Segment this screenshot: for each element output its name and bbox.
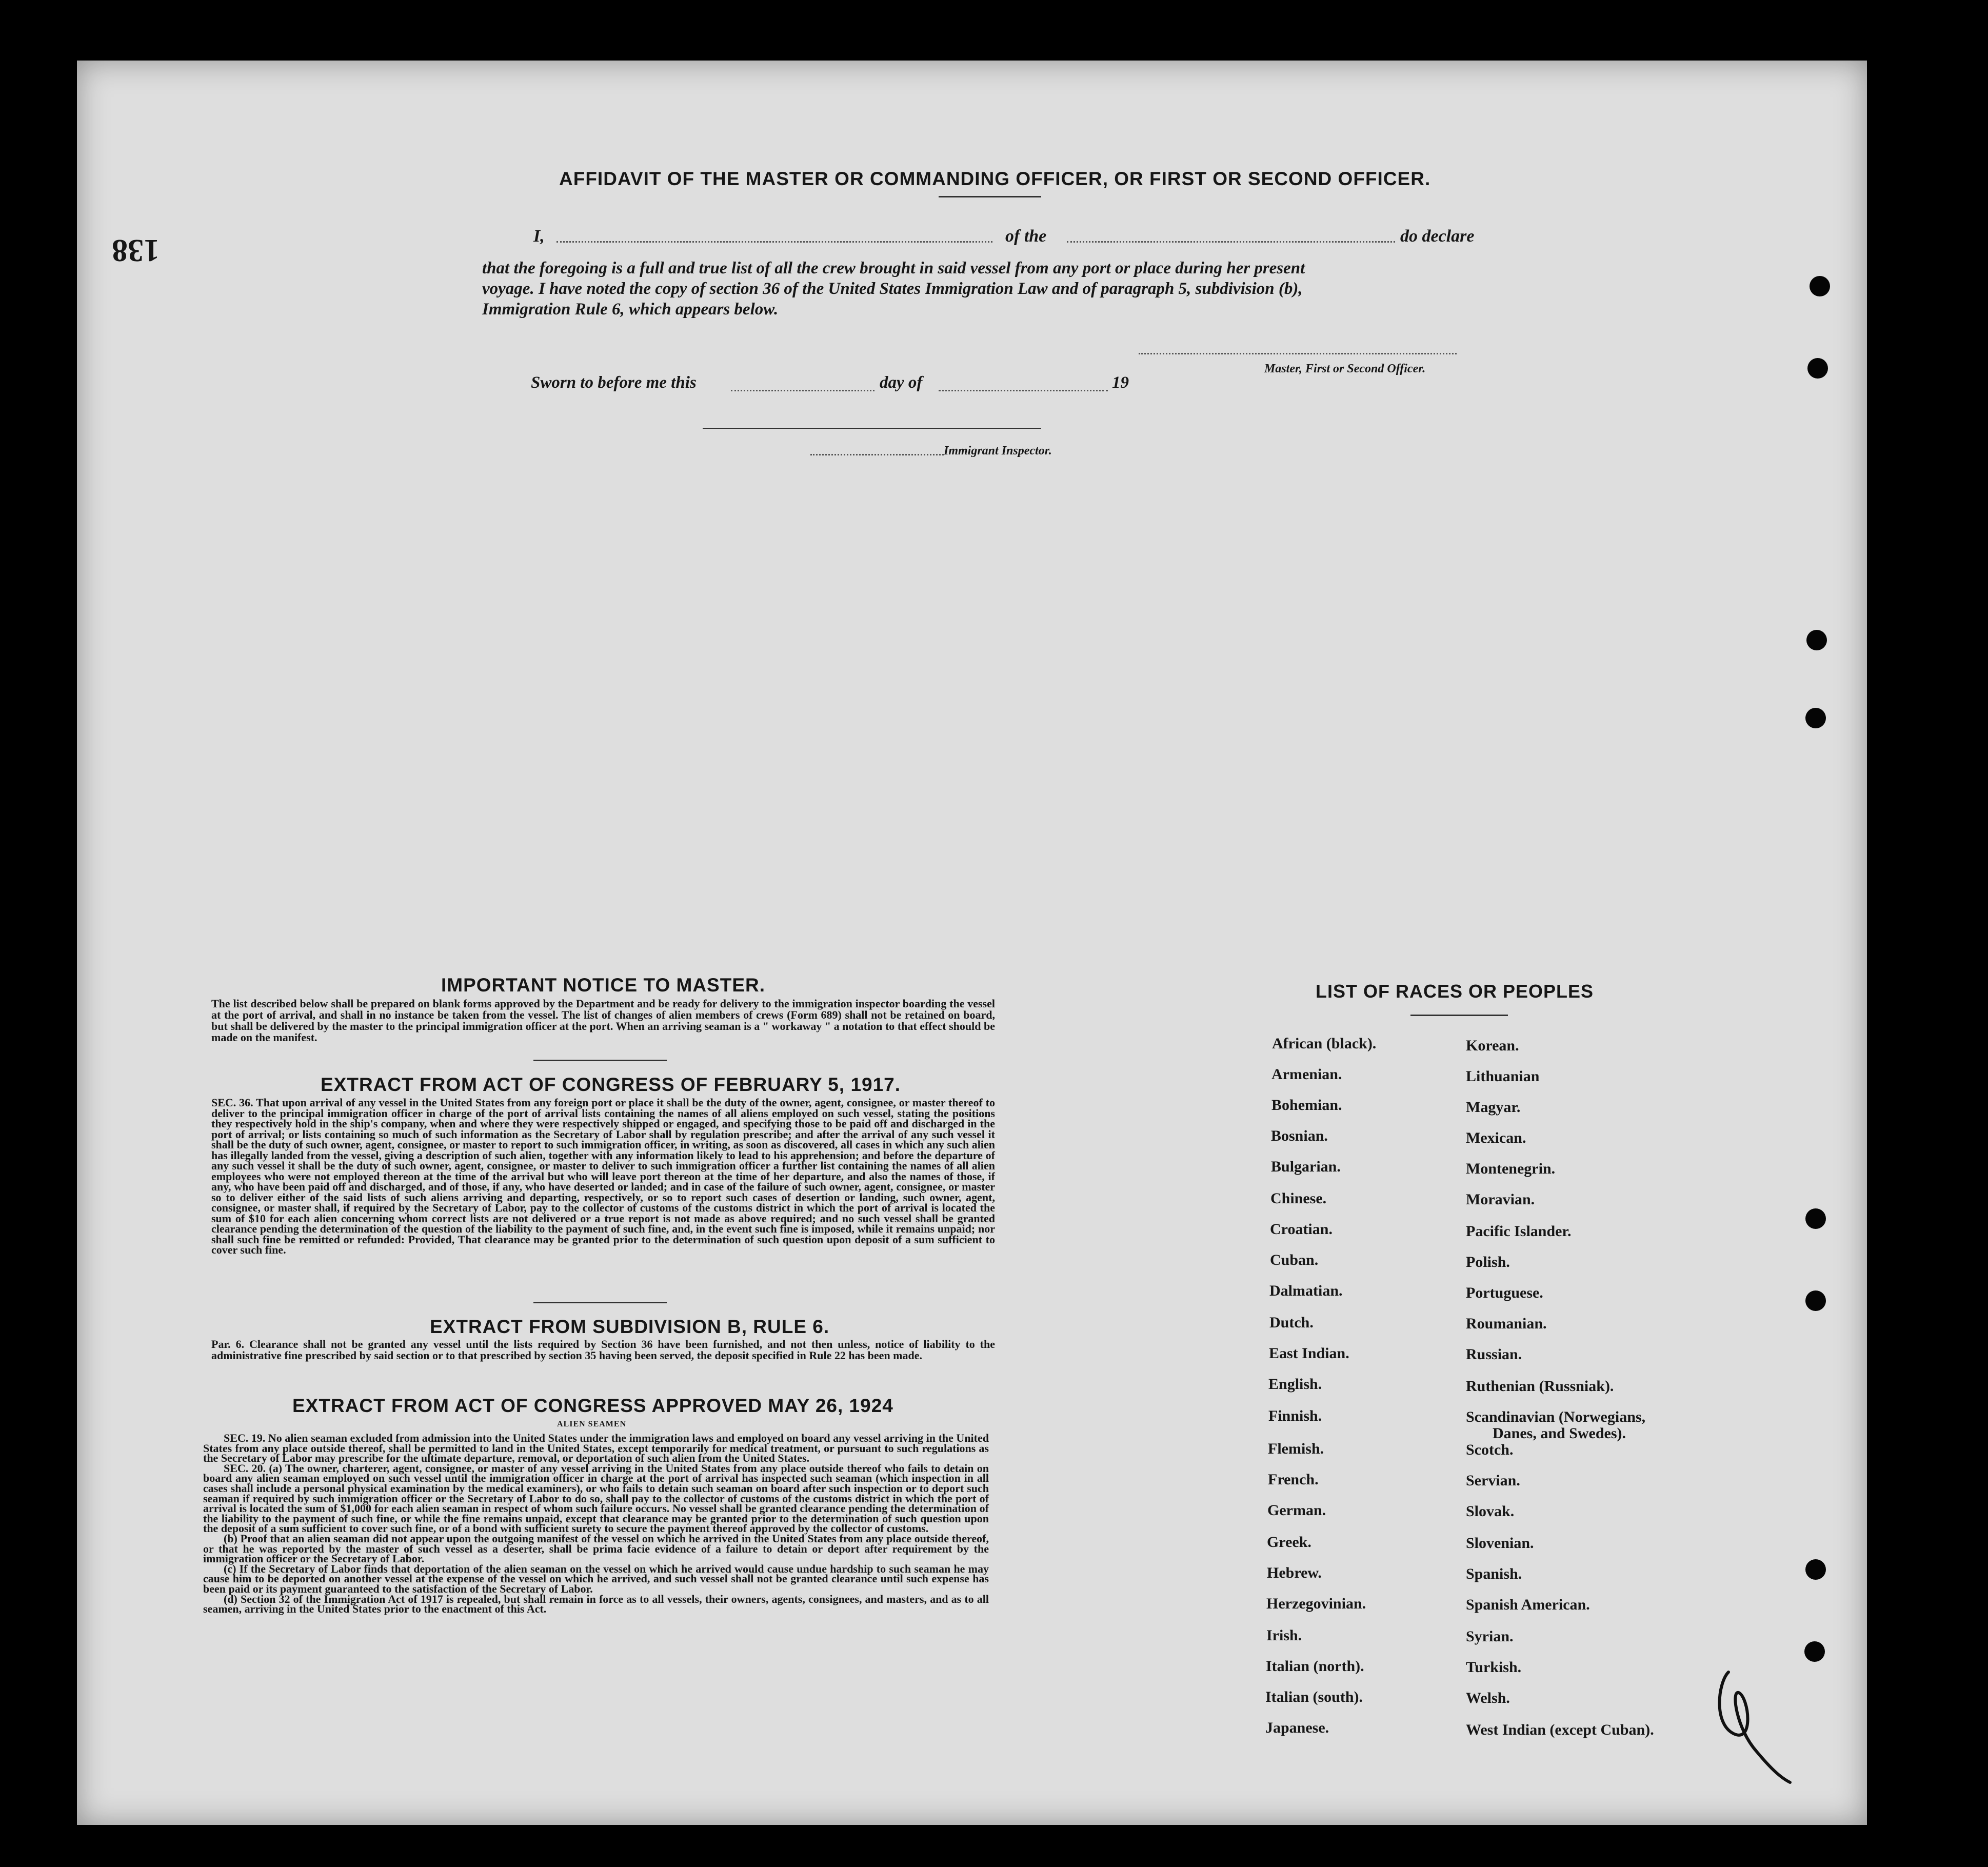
race-item: Syrian. — [1466, 1628, 1514, 1645]
sworn-day-blank[interactable] — [731, 390, 874, 391]
race-item: Croatian. — [1270, 1221, 1333, 1238]
race-item: English. — [1268, 1376, 1322, 1393]
race-item: Russian. — [1466, 1346, 1522, 1363]
affidavit-line-3: voyage. I have noted the copy of section 36 of the United States Immigration Law and of paragraph 5, subdivision (b), — [482, 280, 1303, 298]
punch-hole — [1810, 276, 1830, 296]
race-item: Herzegovinian. — [1266, 1595, 1366, 1612]
inspector-blank[interactable] — [810, 454, 944, 455]
race-item: Spanish American. — [1466, 1596, 1590, 1613]
race-item: Korean. — [1466, 1037, 1519, 1054]
extract-rule6-body: Par. 6. Clearance shall not be granted any vessel until the lists required by Section 36 have been furnished, and not then unless, notice of liability to the administrative fine prescribed by said section or to that prescribed by section 35 having been served, the deposit specified in Rule 22 has been made. — [211, 1338, 995, 1362]
race-item: Dutch. — [1269, 1314, 1314, 1331]
notice-title: IMPORTANT NOTICE TO MASTER. — [441, 975, 766, 996]
extract-1924-sec20b: (b) Proof that an alien seaman did not appear upon the outgoing manifest of the vessel on which he arrived in the United States from any place outside thereof, or that he was reported by the master of such vessel as a deserter, shall be prima facie evidence of a failure to detain or deport after requirement by the immigration officer or the Secretary of Labor. — [203, 1532, 989, 1565]
affidavit-do-declare: do declare — [1400, 227, 1475, 246]
race-item: Polish. — [1466, 1254, 1510, 1270]
race-item: Ruthenian (Russniak). — [1466, 1378, 1614, 1395]
race-item: German. — [1267, 1502, 1326, 1519]
affidavit-line-2: that the foregoing is a full and true list of all the crew brought in said vessel from any port or place during her present — [482, 259, 1305, 277]
race-item: Magyar. — [1466, 1099, 1521, 1116]
race-item: Flemish. — [1268, 1440, 1324, 1457]
punch-hole — [1804, 1641, 1825, 1662]
race-item: Slovak. — [1466, 1503, 1515, 1520]
race-item: Spanish. — [1466, 1565, 1522, 1582]
section-rule — [533, 1302, 667, 1303]
name-blank[interactable] — [556, 241, 992, 243]
race-item: Hebrew. — [1267, 1564, 1322, 1581]
master-signature-label: Master, First or Second Officer. — [1264, 362, 1426, 375]
punch-hole — [1805, 1559, 1826, 1580]
sworn-month-blank[interactable] — [939, 390, 1108, 391]
race-item: African (black). — [1272, 1035, 1377, 1052]
race-item: Chinese. — [1270, 1190, 1327, 1207]
punch-hole — [1805, 1208, 1826, 1229]
extract-1924-sec20d: (d) Section 32 of the Immigration Act of 1917 is repealed, but shall remain in force as to all vessels, their owners, agents, consignees, and masters, and as to all seamen, arriving in the United States prior to the enactment of this Act. — [203, 1592, 989, 1616]
race-item: Finnish. — [1268, 1407, 1322, 1424]
extract-1924-sec20c: (c) If the Secretary of Labor finds that deportation of the alien seaman on the vessel on which he arrived would cause undue hardship to such seaman he may cause him to be deported on another vessel at the expense of the vessel on which he arrived, and such vessel shall not be granted clearance until such expense has been paid or its payment guaranteed to the satisfaction of the Secretary of Labor. — [203, 1562, 989, 1595]
race-item: Bosnian. — [1271, 1127, 1328, 1144]
race-item: Irish. — [1266, 1627, 1302, 1644]
affidavit-title: AFFIDAVIT OF THE MASTER OR COMMANDING OFFICER, OR FIRST OR SECOND OFFICER. — [559, 168, 1431, 189]
race-item: Moravian. — [1466, 1191, 1535, 1208]
inspector-label: Immigrant Inspector. — [944, 444, 1052, 458]
sworn-text: Sworn to before me this — [531, 373, 697, 392]
race-item: Bulgarian. — [1271, 1158, 1341, 1175]
handwritten-mark — [1708, 1667, 1800, 1785]
margin-number: 138 — [112, 233, 160, 268]
race-item: Italian (south). — [1265, 1689, 1363, 1705]
extract-1917-title: EXTRACT FROM ACT OF CONGRESS OF FEBRUARY 5, 1917. — [321, 1074, 901, 1095]
extract-1924-sec19: SEC. 19. No alien seaman excluded from admission into the United States under the immigration laws and employed on board any vessel arriving in the United States from any place outside thereof, shall be permitted to land in the United States, except temporarily for medical treatment, or pursuant to such regulations as the Secretary of Labor may prescribe for the ultimate departure, removal, or deportation of such alien from the United States. — [203, 1432, 989, 1465]
vessel-blank[interactable] — [1067, 241, 1395, 243]
race-item: East Indian. — [1269, 1345, 1349, 1362]
punch-hole — [1805, 708, 1826, 728]
race-item: Turkish. — [1466, 1659, 1522, 1676]
punch-hole — [1806, 630, 1827, 650]
race-item: Danes, and Swedes). — [1493, 1425, 1626, 1442]
extract-1924-text — [203, 1433, 989, 1614]
race-item: Servian. — [1466, 1472, 1520, 1489]
race-item: Montenegrin. — [1466, 1160, 1556, 1177]
race-item: Mexican. — [1466, 1129, 1526, 1146]
sworn-year: 19 — [1112, 373, 1129, 392]
inspector-signature-line — [703, 428, 1041, 429]
races-title: LIST OF RACES OR PEOPLES — [1316, 981, 1594, 1002]
race-item: Portuguese. — [1466, 1284, 1543, 1301]
races-title-rule — [1410, 1015, 1508, 1016]
title-rule — [939, 196, 1041, 197]
race-item: Greek. — [1267, 1534, 1311, 1551]
race-item: Slovenian. — [1466, 1535, 1534, 1552]
race-item: Pacific Islander. — [1466, 1223, 1572, 1240]
extract-rule6-title: EXTRACT FROM SUBDIVISION B, RULE 6. — [430, 1316, 830, 1337]
race-item: Cuban. — [1270, 1252, 1319, 1268]
extract-1917-body: SEC. 36. That upon arrival of any vessel in the United States from any foreign port or place it shall be the duty of the owner, agent, consignee, or master thereof to deliver to the principal immigration officer in charge of the port of arrival lists containing the names of all aliens employed on such vessel, stating the positions they respectively hold in the ship's company, when and where they were respectively shipped or engaged, and specifying those to be paid off and discharged in the port of arrival; or lists containing so much of such information as the Secretary of Labor shall by regulation prescribe; and after the arrival of any such vessel it shall be the duty of such owner, agent, consignee, or master to report to such immigration officer, in writing, as soon as discovered, all cases in which any such alien has illegally landed from the vessel, giving a description of such alien, together with any information likely to lead to his apprehension; and before the departure of any such vessel it shall be the duty of such owner, agent, consignee, or master to deliver to such immigration officer a further list containing the names of all alien employees who were not employed thereon at the time of the arrival but who will leave port thereon at the time of her departure, and also the names of those, if any, who have been paid off and discharged, and of those, if any, who have deserted or landed; and in case of the failure of such owner, agent, consignee, or master so to deliver either of the said lists of such aliens arriving and departing, respectively, or so to report such cases of desertion or landing, such owner, agent, consignee, or master shall, if required by the Secretary of Labor, pay to the collector of customs of the customs district in which the port of arrival is located the sum of $10 for each alien concerning whom correct lists are not delivered or a true report is not made as above required; and no such vessel shall be granted clearance pending the determination of the question of the liability to the payment of such fine, and, in the event such fine is imposed, while it remains unpaid; nor shall such fine be remitted or refunded: Provided, That clearance may be granted prior to the determination of such question upon deposit of a sum sufficient to cover such fine. — [211, 1096, 995, 1256]
race-item: Lithuanian — [1466, 1068, 1540, 1085]
race-item: Japanese. — [1265, 1719, 1329, 1736]
master-signature-blank[interactable] — [1139, 353, 1457, 354]
extract-1924-title: EXTRACT FROM ACT OF CONGRESS APPROVED MAY 26, 1924 — [292, 1395, 893, 1416]
punch-hole — [1807, 358, 1828, 379]
affidavit-of-the: of the — [1005, 227, 1047, 246]
section-rule — [533, 1060, 667, 1061]
race-item: Bohemian. — [1271, 1097, 1342, 1114]
affidavit-i: I, — [533, 227, 545, 246]
race-item: West Indian (except Cuban). — [1466, 1721, 1654, 1738]
race-item: Welsh. — [1466, 1690, 1510, 1706]
race-item: French. — [1268, 1471, 1319, 1488]
affidavit-line-4: Immigration Rule 6, which appears below. — [482, 300, 779, 319]
sworn-day-of: day of — [880, 373, 923, 392]
punch-hole — [1805, 1290, 1826, 1311]
race-item: Armenian. — [1271, 1066, 1342, 1083]
extract-1924-sec20a: SEC. 20. (a) The owner, charterer, agent, consignee, or master of any vessel arriving in the United States from any place outside thereof who fails to detain on board any alien seaman employed on such vessel until the immigration officer in charge at the port of arrival has inspected such seaman (which inspection in all cases shall include a personal physical examination by the medical examiners), or who fails to detain such seaman on board after such inspection or to deport such seaman if required by such immigration officer or the Secretary of Labor to do so, shall pay to the collector of customs of the customs district in which the port of arrival is located the sum of $1,000 for each alien seaman in respect of whom such failure occurs. No vessel shall be granted clearance pending the determination of the liability to the payment of such fine, or while the fine remains unpaid, except that clearance may be granted prior to the determination of such question upon the deposit of a sum sufficient to cover such fine, or of a bond with sufficient surety to secure the payment thereof approved by the collector of customs. — [203, 1461, 989, 1535]
notice-body: The list described below shall be prepared on blank forms approved by the Department and be ready for delivery to the immigration inspector boarding the vessel at the port of arrival, and shall in no instance be taken from the vessel. The list of changes of alien members of crews (Form 689) shall not be retained on board, but shall be delivered by the master to the principal immigration officer at the port. When an arriving seaman is a " workaway " a notation to that effect should be made on the manifest. — [211, 997, 995, 1044]
race-item: Scotch. — [1466, 1441, 1514, 1458]
race-item: Scandinavian (Norwegians, — [1466, 1408, 1646, 1425]
race-item: Dalmatian. — [1269, 1282, 1343, 1299]
extract-1924-subtitle: ALIEN SEAMEN — [557, 1420, 627, 1428]
race-item: Italian (north). — [1266, 1658, 1364, 1675]
race-item: Roumanian. — [1466, 1315, 1547, 1332]
